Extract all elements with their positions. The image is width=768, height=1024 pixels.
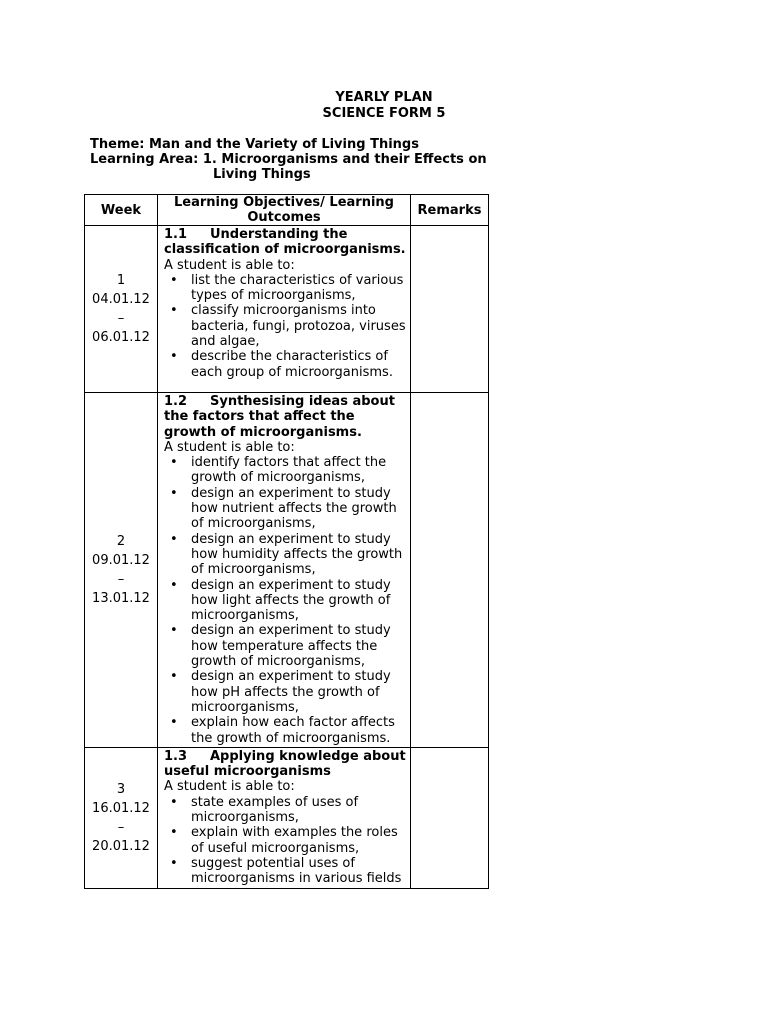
- table-row: [85, 747, 489, 888]
- objectives-cell: [158, 226, 411, 393]
- week-date-start: 16.01.12: [92, 800, 150, 816]
- objective-number: 1.1: [164, 227, 188, 242]
- outcomes-list: [164, 273, 406, 380]
- learning-area-continuation: Living Things: [213, 167, 311, 182]
- learning-area-line: Learning Area: 1. Microorganisms and their Effects on: [90, 152, 487, 167]
- week-date-end: 20.01.12: [92, 838, 150, 854]
- header-remarks: Remarks: [411, 195, 489, 226]
- outcome-item: • design an experiment to study how nutrient affects the growth of microorganisms,: [164, 486, 406, 532]
- objective-title: Understanding the classification of microorganisms.: [164, 227, 406, 258]
- week-date-end: 06.01.12: [92, 330, 150, 345]
- outcomes-intro: A student is able to:: [164, 257, 295, 273]
- objective-number: 1.2: [164, 394, 188, 409]
- outcome-item: • identify factors that affect the growth of microorganisms,: [164, 455, 406, 486]
- objectives-cell: [158, 747, 411, 888]
- outcome-item: • list the characteristics of various types of microorganisms,: [164, 273, 406, 304]
- remarks-cell: [411, 393, 489, 748]
- week-dash: –: [117, 311, 125, 326]
- week-date-start: 09.01.12: [92, 552, 150, 568]
- objectives-cell: [158, 393, 411, 748]
- outcome-item: • explain how each factor affects the growth of microorganisms.: [164, 715, 406, 746]
- outcomes-list: [164, 455, 406, 746]
- week-week-num: 2: [116, 533, 126, 549]
- outcome-item: • suggest potential uses of microorganisms in various fields: [164, 856, 406, 887]
- week-week-num: 1: [116, 273, 126, 288]
- objective-heading: [164, 394, 406, 440]
- week-week-num: 3: [116, 781, 126, 797]
- outcome-item: • state examples of uses of microorganisms,: [164, 795, 406, 826]
- outcome-item: • explain with examples the roles of useful microorganisms,: [164, 825, 406, 856]
- outcome-item: • describe the characteristics of each group of microorganisms.: [164, 349, 406, 380]
- outcome-item: • design an experiment to study how pH affects the growth of microorganisms,: [164, 669, 406, 715]
- outcome-item: • classify microorganisms into bacteria, fungi, protozoa, viruses and algae,: [164, 303, 406, 349]
- objective-number: 1.3: [164, 748, 188, 764]
- objective-title: Applying knowledge about useful microorganisms: [164, 748, 406, 780]
- week-cell: [85, 226, 158, 393]
- objective-title: Synthesising ideas about the factors that affect the growth of microorganisms.: [164, 394, 395, 440]
- outcome-item: • design an experiment to study how light affects the growth of microorganisms,: [164, 578, 406, 624]
- outcome-item: • design an experiment to study how temperature affects the growth of microorganisms,: [164, 623, 406, 669]
- outcomes-list: [164, 795, 406, 887]
- theme-line: Theme: Man and the Variety of Living Things: [90, 137, 419, 152]
- week-cell: [85, 747, 158, 888]
- outcome-item: • design an experiment to study how humidity affects the growth of microorganisms,: [164, 532, 406, 578]
- doc-subtitle: SCIENCE FORM 5: [322, 106, 446, 121]
- week-dash: –: [117, 819, 125, 835]
- week-cell: [85, 393, 158, 748]
- yearly-plan-table: [84, 194, 489, 889]
- outcomes-intro: A student is able to:: [164, 779, 295, 795]
- header-objectives: Learning Objectives/ Learning Outcomes: [158, 195, 411, 226]
- week-dash: –: [117, 571, 125, 587]
- week-date-start: 04.01.12: [92, 292, 150, 307]
- objective-heading: [164, 227, 406, 258]
- objective-heading: [164, 749, 406, 780]
- doc-title: YEARLY PLAN: [335, 90, 433, 105]
- table-row: [85, 226, 489, 393]
- remarks-cell: [411, 226, 489, 393]
- table-row: [85, 393, 489, 748]
- outcomes-intro: A student is able to:: [164, 439, 295, 455]
- remarks-cell: [411, 747, 489, 888]
- week-date-end: 13.01.12: [92, 590, 150, 606]
- table-header-row: [85, 195, 489, 226]
- header-week: Week: [85, 195, 158, 226]
